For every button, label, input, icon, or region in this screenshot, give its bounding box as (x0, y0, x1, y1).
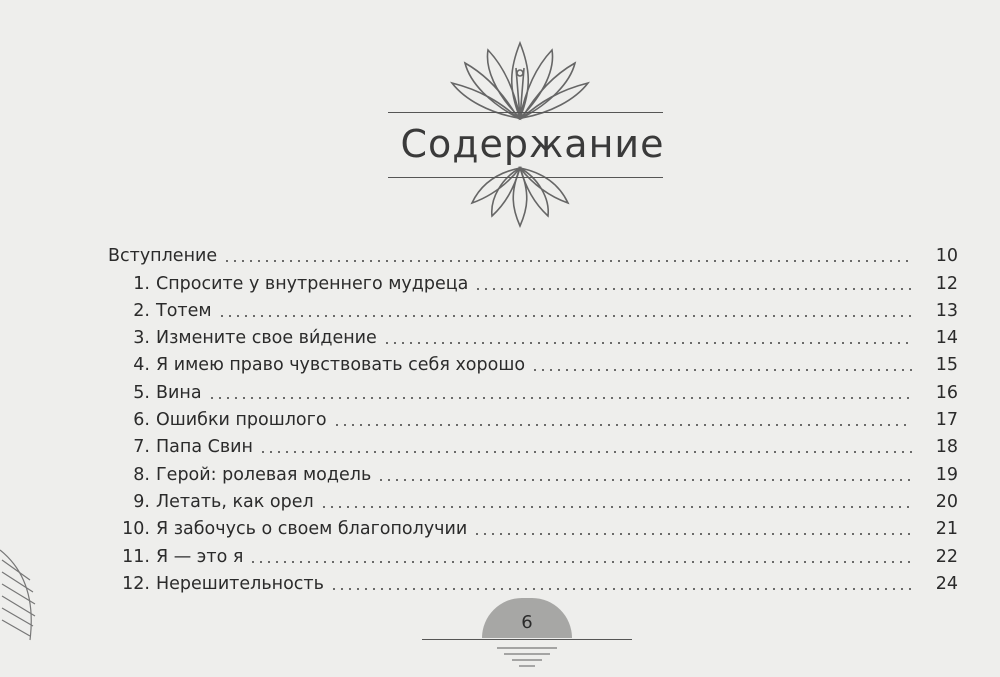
toc-entry-number: 6. (133, 410, 150, 431)
toc-entry-title: Спросите у внутреннего мудреца (156, 273, 469, 294)
toc-entry-title: Измените свое ви́дение (156, 328, 377, 349)
toc-entry-page: 18 (935, 437, 958, 458)
dot-leader (218, 315, 912, 317)
toc-entry[interactable] (108, 240, 958, 267)
table-of-contents (108, 240, 958, 595)
toc-entry-title: Я имею право чувствовать себя хорошо (156, 355, 526, 376)
dot-leader (333, 424, 912, 426)
toc-entry-number: 12. (122, 573, 150, 594)
toc-entry-number: 8. (133, 464, 150, 485)
toc-entry-number: 9. (133, 491, 150, 512)
dot-leader (474, 288, 912, 290)
toc-entry-page: 17 (935, 410, 958, 431)
toc-entry[interactable] (108, 568, 958, 595)
toc-entry-title: Нерешительность (156, 573, 324, 594)
toc-entry-page: 13 (935, 300, 958, 321)
toc-entry-number: 1. (133, 273, 150, 294)
sun-waves-icon (492, 644, 562, 674)
toc-entry[interactable] (108, 295, 958, 322)
toc-entry[interactable] (108, 513, 958, 540)
toc-entry-page: 22 (935, 546, 958, 567)
toc-entry-page: 14 (935, 328, 958, 349)
toc-entry[interactable] (108, 322, 958, 349)
toc-entry-page: 24 (935, 573, 958, 594)
page-number: 6 (521, 612, 533, 633)
title-block (388, 110, 663, 180)
toc-entry[interactable] (108, 404, 958, 431)
toc-entry-page: 12 (935, 273, 958, 294)
dot-leader (377, 479, 912, 481)
toc-entry-title: Папа Свин (156, 437, 253, 458)
dot-leader (259, 451, 912, 453)
dot-leader (531, 369, 912, 371)
dot-leader (208, 397, 912, 399)
toc-entry-number: 2. (133, 300, 150, 321)
toc-entry-page: 19 (935, 464, 958, 485)
toc-entry-title: Тотем (156, 300, 212, 321)
toc-entry-number: 5. (133, 382, 150, 403)
palm-leaf-icon (0, 540, 45, 650)
toc-entry-title: Герой: ролевая модель (156, 464, 372, 485)
toc-entry-page: 16 (935, 382, 958, 403)
toc-entry[interactable] (108, 458, 958, 485)
toc-entry-page: 20 (935, 491, 958, 512)
toc-entry-title: Я забочусь о своем благополучии (156, 519, 468, 540)
toc-entry-number: 7. (133, 437, 150, 458)
dot-leader (383, 342, 912, 344)
dot-leader (473, 533, 912, 535)
dot-leader (330, 588, 912, 590)
toc-entry-title: Летать, как орел (156, 491, 314, 512)
toc-entry[interactable] (108, 431, 958, 458)
page-title: Содержание (400, 122, 665, 166)
toc-entry-number: 11. (122, 546, 150, 567)
toc-entry-number: 3. (133, 328, 150, 349)
toc-entry-title: Ошибки прошлого (156, 410, 327, 431)
toc-entry-page: 21 (935, 519, 958, 540)
toc-entry-title: Вина (156, 382, 202, 403)
title-divider-top (388, 112, 663, 113)
toc-entry[interactable] (108, 540, 958, 567)
title-divider-bottom (388, 177, 663, 178)
toc-entry-title: Вступление (108, 246, 218, 267)
toc-entry[interactable] (108, 376, 958, 403)
toc-entry[interactable] (108, 486, 958, 513)
dot-leader (249, 561, 912, 563)
toc-entry-title: Я — это я (156, 546, 244, 567)
toc-entry-page: 10 (935, 246, 958, 267)
toc-entry-page: 15 (935, 355, 958, 376)
toc-entry[interactable] (108, 267, 958, 294)
footer-divider (422, 639, 632, 640)
toc-entry-number: 4. (133, 355, 150, 376)
toc-entry-number: 10. (122, 519, 150, 540)
dot-leader (223, 260, 912, 262)
dot-leader (320, 506, 912, 508)
toc-entry[interactable] (108, 349, 958, 376)
